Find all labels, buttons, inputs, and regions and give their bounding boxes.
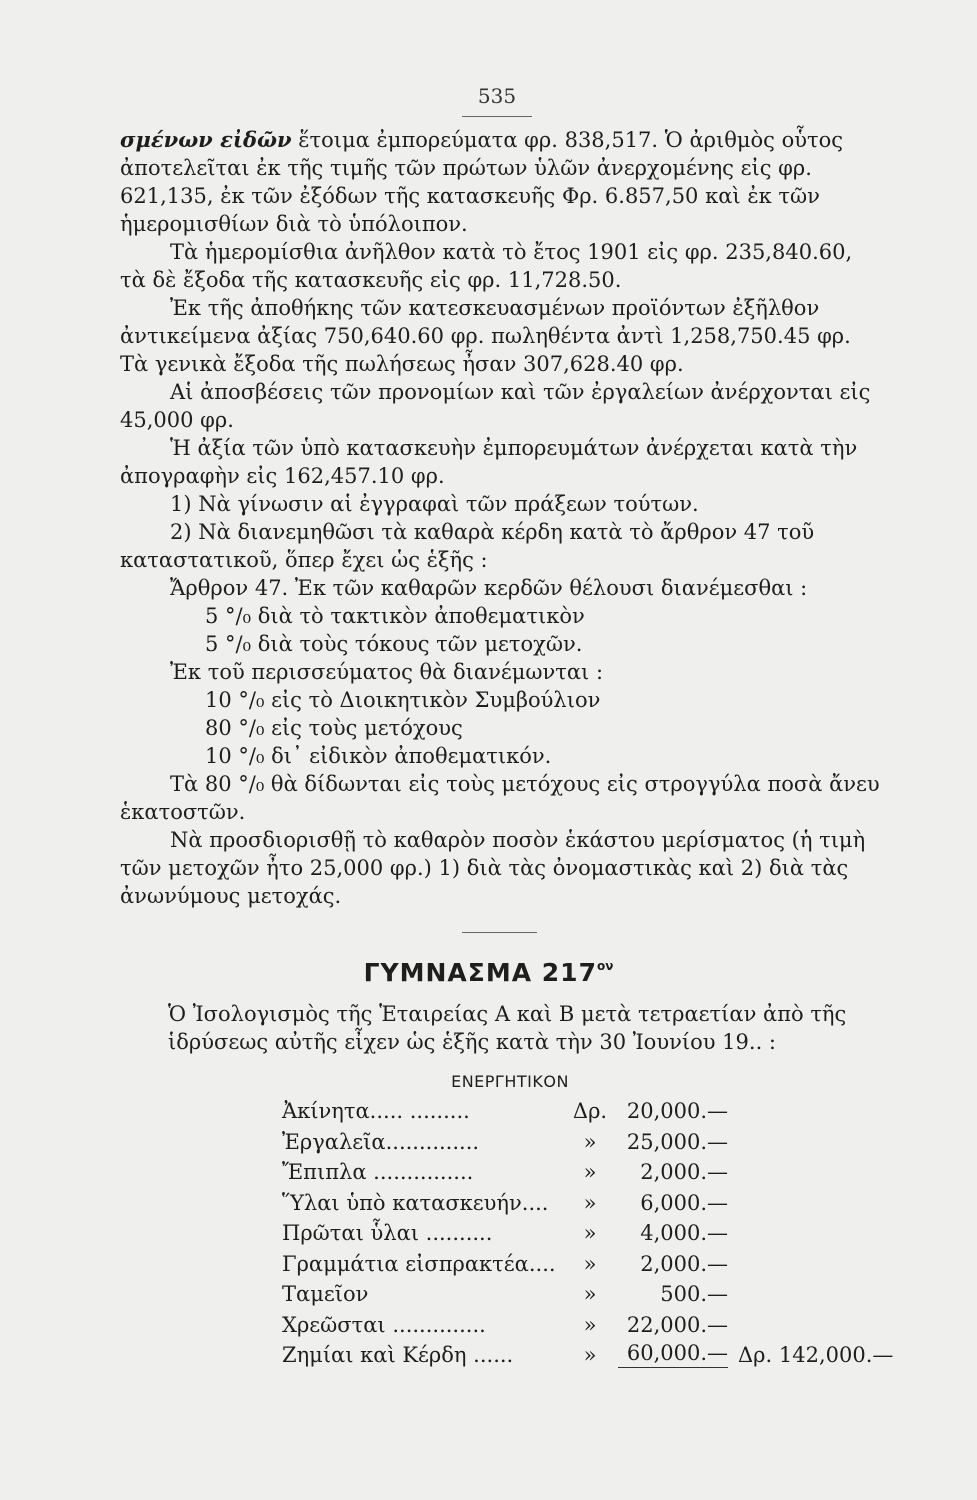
ledger-label: Ἔπιπλα ............... (282, 1160, 474, 1184)
ledger-amount: 6,000.— (640, 1190, 728, 1215)
ledger-row (282, 1157, 902, 1188)
paragraph-9: Ἐκ τοῦ περισσεύματος θὰ διανέμωνται : (170, 660, 604, 684)
ledger-amount: 2,000.— (640, 1251, 728, 1276)
ledger-currency: » (583, 1282, 597, 1306)
ledger-row-last (282, 1340, 902, 1371)
ledger-row (282, 1127, 902, 1158)
paragraph-7: 2) Νὰ διανεμηθῶσι τὰ καθαρὰ κέρδη κατὰ τὸ ἄρθρον 47 τοῦ καταστατικοῦ, ὅπερ ἔχει ὡς ἑξῆς : (120, 520, 815, 572)
ledger-amount: 22,000.— (626, 1312, 728, 1337)
ledger-label: Ἀκίνητα..... ......... (282, 1099, 470, 1123)
paragraph-2: Τὰ ἡμερομίσθια ἀνῆλθον κατὰ τὸ ἔτος 1901 εἰς φρ. 235,840.60, τὰ δὲ ἔξοδα τῆς κατασκευῆς εἰς φρ. 11,728.50. (120, 240, 853, 292)
ledger-currency: » (583, 1129, 597, 1154)
ledger-amount: 4,000.— (640, 1221, 728, 1245)
paragraph-3: Ἐκ τῆς ἀποθήκης τῶν κατεσκευασμένων προϊόντων ἐξῆλθον ἀντικείμενα ἀξίας 750,640.60 φρ. πωληθέντα ἀντὶ 1,258,750.45 φρ. Τὰ γενικὰ ἔξοδα τῆς πωλήσεως ἦσαν 307,628.40 φρ. (120, 296, 851, 376)
ledger-label: Πρῶται ὗλαι .......... (282, 1221, 493, 1245)
ledger-label: Ἐργαλεῖα.............. (282, 1129, 480, 1154)
paragraph-6: 1) Νὰ γίνωσιν αἱ ἐγγραφαὶ τῶν πράξεων τούτων. (170, 492, 699, 516)
ledger-currency: Δρ. (572, 1099, 608, 1123)
list-item: 5 °/₀ διὰ τὸ τακτικὸν ἀποθεματικὸν (205, 604, 585, 628)
ledger-currency: » (583, 1160, 597, 1184)
ledger-row (282, 1249, 902, 1280)
paragraph-8: Ἄρθρον 47. Ἐκ τῶν καθαρῶν κερδῶν θέλουσι διανέμεσθαι : (170, 576, 808, 600)
section-title-text: ΓΥΜΝΑΣΜΑ 217 (363, 958, 597, 987)
paragraph-4: Αἱ ἀποσβέσεις τῶν προνομίων καὶ τῶν ἐργαλείων ἀνέρχονται εἰς 45,000 φρ. (120, 380, 871, 432)
ledger-heading: ΕΝΕΡΓΗΤΙΚΟΝ (451, 1072, 569, 1091)
ledger-row (282, 1279, 902, 1310)
ledger-table (282, 1096, 902, 1371)
ledger-total: Δρ. 142,000.— (738, 1343, 894, 1367)
list-item: 80 °/₀ εἰς τοὺς μετόχους (205, 716, 463, 740)
page-number: 535 (477, 84, 517, 108)
ledger-currency: » (583, 1343, 597, 1367)
list-item: 10 °/₀ εἰς τὸ Διοικητικὸν Συμβούλιον (205, 688, 601, 712)
paragraph-5: Ἡ ἀξία τῶν ὑπὸ κατασκευὴν ἐμπορευμάτων ἀνέρχεται κατὰ τὴν ἀπογραφὴν εἰς 162,457.10 φρ. (120, 436, 858, 488)
ledger-row (282, 1310, 902, 1341)
ledger-label: Γραμμάτια εἰσπρακτέα.... (282, 1251, 556, 1276)
section-intro (168, 1000, 880, 1056)
paragraph-1-rest: ἕτοιμα ἐμπορεύματα φρ. 838,517. Ὁ ἀριθμὸς οὗτος ἀποτελεῖται ἐκ τῆς τιμῆς τῶν πρώτων ὑλῶν ἀνερχομένης εἰς φρ. 621,135, ἐκ τῶν ἐξόδων τῆς κατασκευῆς Φρ. 6.857,50 καὶ ἐκ τῶν ἡμερομισθίων διὰ τὸ ὑπόλοιπον. (120, 128, 844, 236)
ledger-row (282, 1096, 902, 1127)
intro-paragraph: Ὁ Ἰσολογισμὸς τῆς Ἑταιρείας Α καὶ Β μετὰ τετραετίαν ἀπὸ τῆς ἱδρύσεως αὐτῆς εἶχεν ὡς ἑξῆς κατὰ τὴν 30 Ἰουνίου 19.. : (168, 1002, 847, 1054)
paragraph-11: Νὰ προσδιορισθῇ τὸ καθαρὸν ποσὸν ἑκάστου μερίσματος (ἡ τιμὴ τῶν μετοχῶν ἦτο 25,000 φρ.) 1) διὰ τὰς ὀνομαστικὰς καὶ 2) διὰ τὰς ἀνωνύμους μετοχάς. (120, 828, 866, 908)
ledger-amount: 25,000.— (626, 1129, 728, 1154)
paragraph-1-lead: σμένων εἰδῶν (120, 127, 292, 152)
section-divider (462, 932, 537, 933)
page-number-rule (462, 116, 532, 117)
ledger-currency: » (583, 1251, 597, 1276)
ledger-currency: » (583, 1312, 597, 1337)
ledger-currency: » (583, 1221, 597, 1245)
ledger-amount: 60,000.— (618, 1340, 728, 1368)
ledger-amount: 500.— (660, 1282, 728, 1306)
list-item: 5 °/₀ διὰ τοὺς τόκους τῶν μετοχῶν. (205, 632, 583, 656)
ledger-label: Ζημίαι καὶ Κέρδη ...... (282, 1343, 514, 1367)
section-title-suffix: ον (596, 959, 614, 973)
section-title (0, 958, 977, 987)
ledger-label: Ταμεῖον (282, 1282, 369, 1306)
ledger-label: Ὕλαι ὑπὸ κατασκευήν.... (282, 1190, 549, 1215)
ledger-label: Χρεῶσται .............. (282, 1312, 486, 1337)
ledger-amount: 20,000.— (626, 1099, 728, 1123)
paragraph-10: Τὰ 80 °/₀ θὰ δίδωνται εἰς τοὺς μετόχους εἰς στρογγύλα ποσὰ ἄνευ ἑκατοστῶν. (120, 772, 880, 824)
paragraph-1 (120, 126, 880, 238)
ledger-currency: » (583, 1190, 597, 1215)
ledger-row (282, 1218, 902, 1249)
ledger-amount: 2,000.— (640, 1160, 728, 1184)
ledger-row (282, 1188, 902, 1219)
body-text (120, 126, 880, 910)
list-item: 10 °/₀ δι᾽ εἰδικὸν ἀποθεματικόν. (205, 744, 552, 768)
